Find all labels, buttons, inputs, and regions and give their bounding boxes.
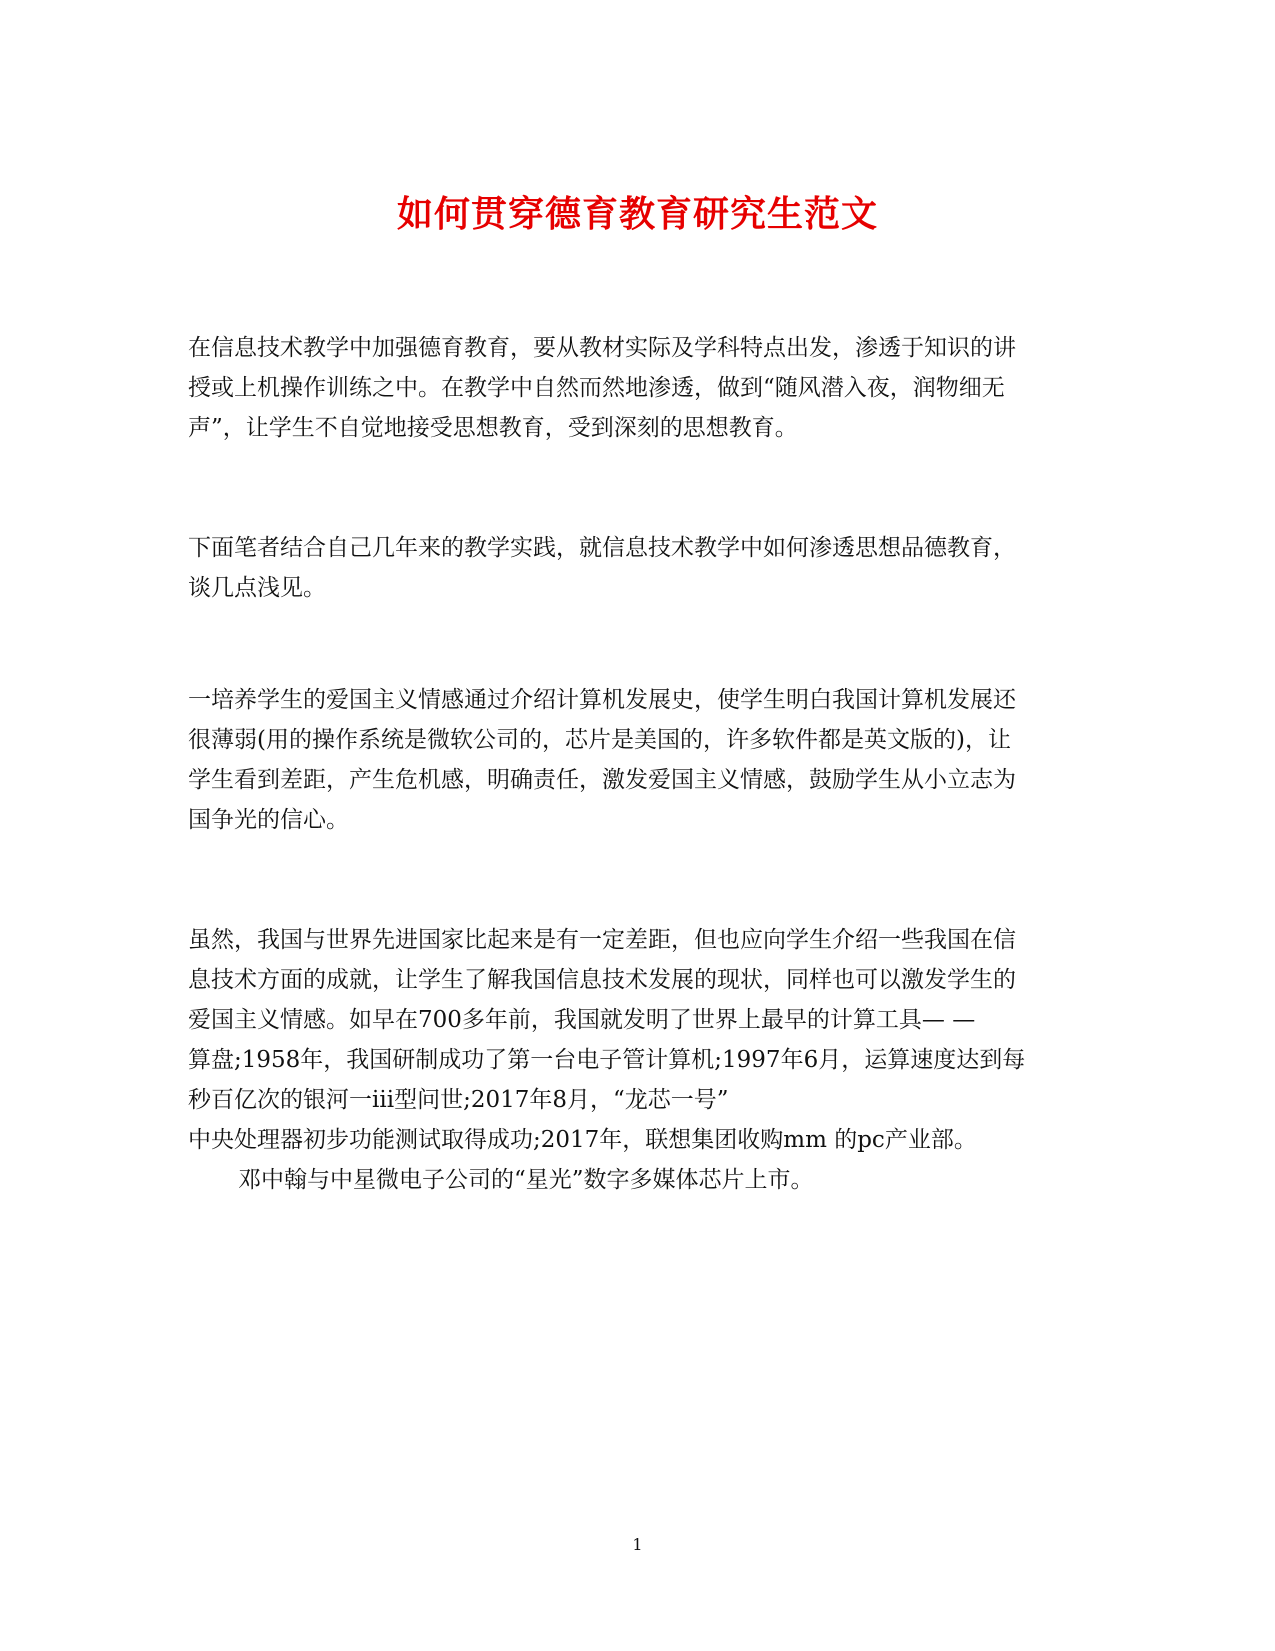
paragraph-line: 很薄弱(用的操作系统是微软公司的，芯片是美国的，许多软件都是英文版的)，让 (188, 727, 1011, 753)
paragraph-3 (188, 680, 1088, 840)
paragraph-line: 谈几点浅见。 (188, 575, 326, 601)
paragraph-line: 息技术方面的成就，让学生了解我国信息技术发展的现状，同样也可以激发学生的 (188, 967, 1016, 993)
paragraph-line: 声”，让学生不自觉地接受思想教育，受到深刻的思想教育。 (188, 415, 798, 441)
paragraph-line: 下面笔者结合自己几年来的教学实践，就信息技术教学中如何渗透思想品德教育， (188, 535, 1016, 561)
paragraph-line: 一培养学生的爱国主义情感通过介绍计算机发展史，使学生明白我国计算机发展还 (188, 687, 1016, 713)
paragraph-line: 算盘;1958年，我国研制成功了第一台电子管计算机;1997年6月，运算速度达到每 (188, 1047, 1026, 1073)
paragraph-1 (188, 328, 1088, 448)
paragraph-2 (188, 528, 1088, 608)
page-number: 1 (632, 1535, 643, 1554)
paragraph-line: 中央处理器初步功能测试取得成功;2017年，联想集团收购mm 的pc产业部。 (188, 1127, 977, 1153)
document-title: 如何贯穿德育教育研究生范文 (396, 193, 878, 236)
paragraph-line: 在信息技术教学中加强德育教育，要从教材实际及学科特点出发，渗透于知识的讲 (188, 335, 1016, 361)
paragraph-4 (188, 920, 1088, 1200)
paragraph-line: 爱国主义情感。如早在700多年前，我国就发明了世界上最早的计算工具— — (188, 1007, 976, 1033)
paragraph-line: 国争光的信心。 (188, 807, 349, 833)
paragraph-line: 秒百亿次的银河一iii型问世;2017年8月，“龙芯一号” (188, 1087, 729, 1113)
paragraph-line: 学生看到差距，产生危机感，明确责任，激发爱国主义情感，鼓励学生从小立志为 (188, 767, 1016, 793)
paragraph-line: 授或上机操作训练之中。在教学中自然而然地渗透，做到“随风潜入夜，润物细无 (188, 375, 1005, 401)
paragraph-line: 邓中翰与中星微电子公司的“星光”数字多媒体芯片上市。 (238, 1167, 814, 1193)
paragraph-line: 虽然，我国与世界先进国家比起来是有一定差距，但也应向学生介绍一些我国在信 (188, 927, 1016, 953)
